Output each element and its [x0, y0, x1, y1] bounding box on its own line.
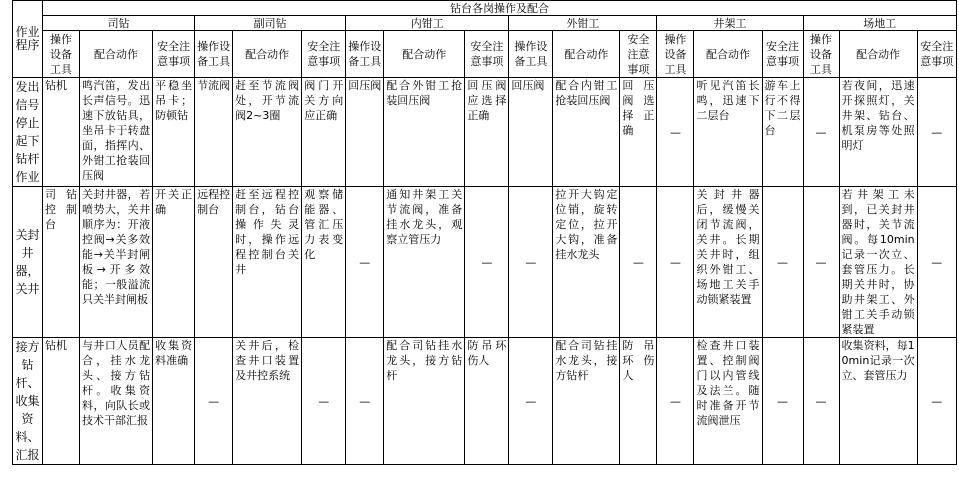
data-cell: 关封井器后，缓慢关闭节流阀，关井。长期关井时，组织外钳工、场地工关手动锁紧装置 [694, 187, 762, 338]
data-cell: 回压阀 [346, 78, 384, 187]
subheader-action: 配合动作 [80, 31, 153, 78]
subheader-action: 配合动作 [553, 31, 620, 78]
empty-cell: — [195, 338, 233, 465]
step-cell: 发出信号停止起下钻杆作业 [13, 78, 43, 187]
data-cell: 收集资料，每10min记录一次立、套管压力 [839, 338, 917, 465]
table-row [13, 78, 957, 187]
subheader-tool: 操作设备工具 [509, 31, 553, 78]
empty-cell: — [762, 338, 803, 465]
empty-cell: — [803, 187, 839, 338]
subheader-tool: 操作设备工具 [43, 31, 80, 78]
empty-cell: — [762, 187, 803, 338]
data-cell: 收集资料准确 [153, 338, 195, 465]
data-cell: 关封井器，若喷势大，关井顺序为：开液控阀→关多效能→关半封闸板→开多效能；一般溢流只关半封闸板 [80, 187, 153, 338]
data-cell: 阀门开关方向应正确 [302, 78, 346, 187]
data-cell: 防吊环伤人 [465, 338, 509, 465]
empty-cell: — [657, 187, 694, 338]
role-header: 场地工 [803, 16, 956, 31]
role-header: 内钳工 [346, 16, 509, 31]
subheader-safety: 安全注意事项 [302, 31, 346, 78]
header-row-roles [13, 16, 957, 31]
data-cell: 游车上行不得下二层台 [762, 78, 803, 187]
subheader-action: 配合动作 [839, 31, 917, 78]
data-cell: 赶至节流阀处，开节流阀2~3圈 [233, 78, 302, 187]
first-col-header: 作业程序 [13, 1, 43, 78]
step-cell: 关封井器，关井 [13, 187, 43, 338]
empty-cell: — [346, 187, 384, 338]
table-row [13, 338, 957, 465]
role-header: 副司钻 [195, 16, 346, 31]
subheader-action: 配合动作 [233, 31, 302, 78]
subheader-safety: 安全注意事项 [917, 31, 956, 78]
data-cell: 关井后，检查井口装置及井控系统 [233, 338, 302, 465]
header-row-subheaders [13, 31, 957, 78]
subheader-tool: 操作设备工具 [657, 31, 694, 78]
empty-cell: — [509, 338, 553, 465]
data-cell: 钻机 [43, 78, 80, 187]
data-cell: 远程控制台 [195, 187, 233, 338]
data-cell: 鸣汽笛，发出长声信号。迅速下放钻具，坐吊卡于转盘面，指挥内、外钳工抢装回压阀 [80, 78, 153, 187]
subheader-safety: 安全注意事项 [762, 31, 803, 78]
subheader-action: 配合动作 [694, 31, 762, 78]
empty-cell: — [346, 338, 384, 465]
data-cell: 开关正确 [153, 187, 195, 338]
data-cell: 平稳坐吊卡；防顿钻 [153, 78, 195, 187]
data-cell: 若井架工未到，已关封井器时，关节流阀。每10min记录一次立、套管压力。长期关井时，协助井架工、外钳工关手动锁紧装置 [839, 187, 917, 338]
data-cell: 若夜间，迅速开探照灯，关井架、钻台、机泵房等处照明灯 [839, 78, 917, 187]
data-cell: 配合司钻挂水龙头，接方钻杆 [553, 338, 620, 465]
empty-cell: — [917, 78, 956, 187]
data-cell: 配合外钳工抢装回压阀 [384, 78, 465, 187]
table-title: 钻台各岗操作及配合 [43, 1, 957, 16]
data-cell: 配合司钻挂水龙头，接方钻杆 [384, 338, 465, 465]
subheader-tool: 操作设备工具 [195, 31, 233, 78]
data-cell: 回压阀应选择正确 [465, 78, 509, 187]
data-cell: 与井口人员配合，挂水龙头、接方钻杆。收集资料，向队长或技术干部汇报 [80, 338, 153, 465]
subheader-tool: 操作设备工具 [803, 31, 839, 78]
data-cell: 听见汽笛长鸣，迅速下二层台 [694, 78, 762, 187]
data-cell: 通知井架工关节流阀，准备挂水龙头，观察立管压力 [384, 187, 465, 338]
page [12, 0, 957, 463]
empty-cell: — [465, 187, 509, 338]
subheader-safety: 安全注意事项 [153, 31, 195, 78]
data-cell: 观察储能器、管汇压力表变化 [302, 187, 346, 338]
data-cell: 回压阀选择正确 [620, 78, 657, 187]
empty-cell: — [657, 78, 694, 187]
data-cell: 节流阀 [195, 78, 233, 187]
empty-cell: — [917, 338, 956, 465]
empty-cell: — [620, 187, 657, 338]
data-cell: 防吊环伤人 [620, 338, 657, 465]
operations-table [12, 0, 957, 465]
table-row [13, 187, 957, 338]
empty-cell: — [917, 187, 956, 338]
data-cell: 回压阀 [509, 78, 553, 187]
empty-cell: — [803, 78, 839, 187]
data-cell: 拉开大钩定位销，旋转定位，拉开大钩，准备挂水龙头 [553, 187, 620, 338]
role-header: 司钻 [43, 16, 195, 31]
role-header: 井架工 [657, 16, 803, 31]
subheader-safety: 安全注意事项 [465, 31, 509, 78]
empty-cell: — [302, 338, 346, 465]
data-cell: 赶至远程控制台，钻台操作失灵时，操作远程控制台关井 [233, 187, 302, 338]
step-cell: 接方钻杆、收集资料、汇报 [13, 338, 43, 465]
data-cell: 司钻控制台 [43, 187, 80, 338]
data-cell: 检查井口装置、控制阀门以内管线及法兰。随时准备开节流阀泄压 [694, 338, 762, 465]
subheader-tool: 操作设备工具 [346, 31, 384, 78]
empty-cell: — [509, 187, 553, 338]
subheader-action: 配合动作 [384, 31, 465, 78]
role-header: 外钳工 [509, 16, 657, 31]
data-cell: 钻机 [43, 338, 80, 465]
header-row-title [13, 1, 957, 16]
subheader-safety: 安全注意事项 [620, 31, 657, 78]
data-cell: 配合内钳工抢装回压阀 [553, 78, 620, 187]
empty-cell: — [803, 338, 839, 465]
empty-cell: — [657, 338, 694, 465]
